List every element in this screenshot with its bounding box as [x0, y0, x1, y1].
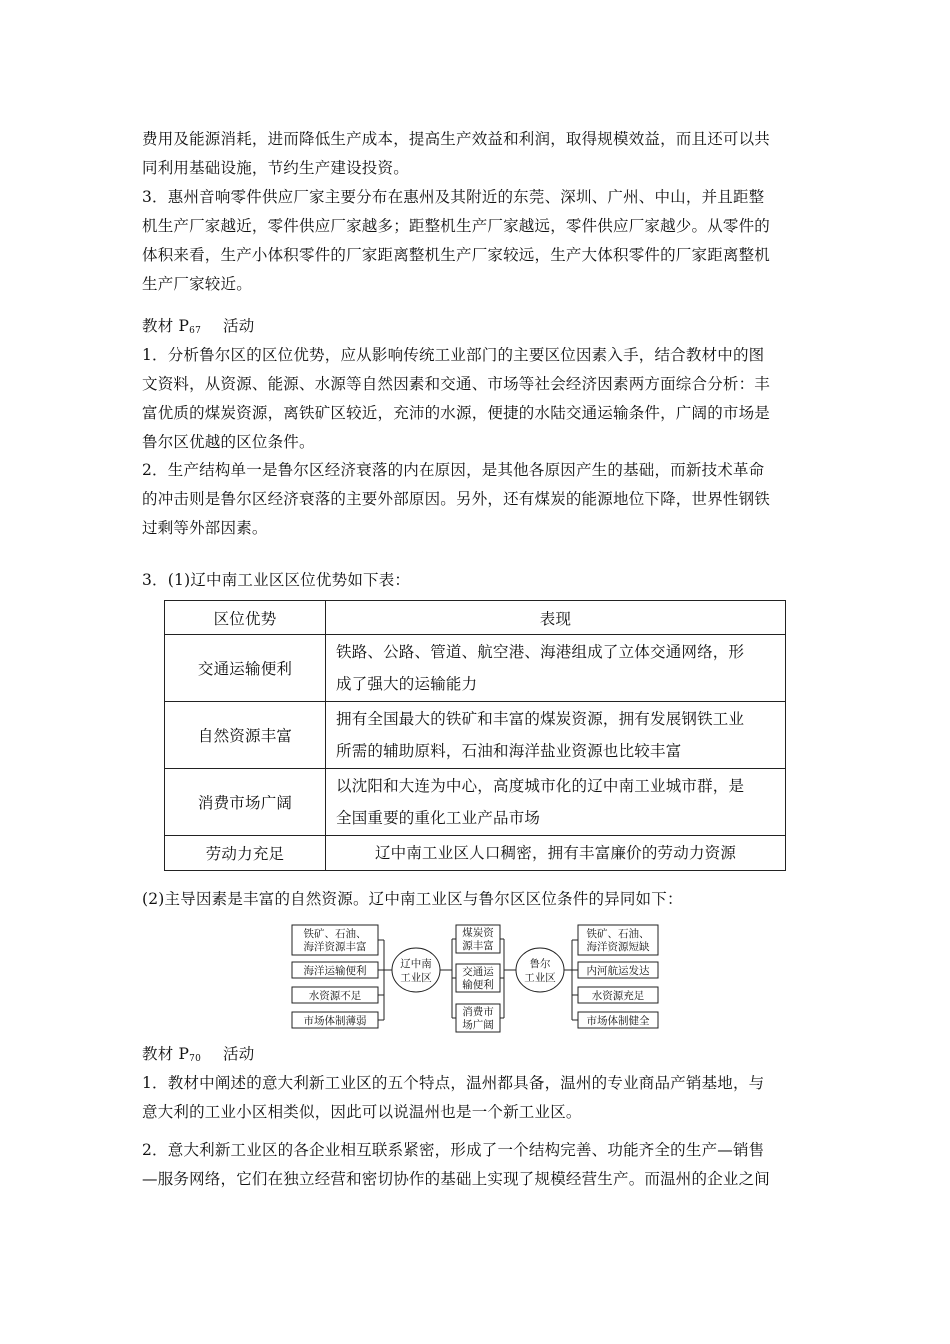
text-line: 3．(1)辽中南工业区区位优势如下表：: [142, 571, 411, 589]
page-number: 70: [189, 1054, 202, 1064]
page-number: 67: [189, 326, 202, 336]
ruhr-center-node: [516, 948, 564, 992]
shared-item-line: 交通运: [462, 966, 494, 978]
text-line: 1．分析鲁尔区的区位优势，应从影响传统工业部门的主要区位因素入手，结合教材中的图: [142, 346, 765, 364]
shared-item-box: [456, 964, 500, 992]
paragraph-italy-network: [142, 1136, 812, 1194]
left-item-line: 海洋运输便利: [303, 965, 367, 977]
cell-line: 铁路、公路、管道、航空港、海港组成了立体交通网络，形: [336, 643, 745, 661]
table-cell-manifestation: 辽中南工业区人口稠密，拥有丰富廉价的劳动力资源: [326, 836, 786, 871]
text-line: 的冲击则是鲁尔区经济衰落的主要外部原因。另外，还有煤炭的能源地位下降，世界性钢铁: [142, 490, 771, 508]
paragraph-ruhr-advantages: [142, 341, 812, 457]
table-row: [165, 702, 786, 769]
text-line: 鲁尔区优越的区位条件。: [142, 433, 315, 451]
left-item-line: 铁矿、石油、: [303, 928, 367, 940]
cell-line: 成了强大的运输能力: [336, 675, 478, 693]
left-item-box: [292, 962, 378, 978]
table-cell-factor: 自然资源丰富: [165, 702, 326, 769]
table-cell-factor: 消费市场广阔: [165, 769, 326, 836]
center-node-line: 辽中南: [400, 958, 432, 970]
table-header-row: [165, 601, 786, 635]
table-header-manifestation: 表现: [326, 601, 786, 635]
text-line: 3．惠州音响零件供应厂家主要分布在惠州及其附近的东莞、深圳、广州、中山，并且距整: [142, 188, 765, 206]
right-item-box: [578, 987, 658, 1003]
heading-prefix: 教材 P: [142, 317, 190, 335]
table-cell-manifestation: [326, 769, 786, 836]
table-cell-factor: 劳动力充足: [165, 836, 326, 871]
right-item-line: 铁矿、石油、: [586, 928, 650, 940]
heading-prefix: 教材 P: [142, 1045, 190, 1063]
right-item-line: 水资源充足: [591, 990, 645, 1002]
table-row: [165, 836, 786, 871]
center-node-line: 鲁尔: [529, 958, 551, 970]
left-item-line: 市场体制薄弱: [303, 1015, 367, 1027]
shared-item-line: 煤炭资: [462, 927, 494, 939]
center-node-line: 工业区: [400, 972, 432, 984]
right-item-line: 海洋资源短缺: [586, 941, 650, 953]
text-line: 生产厂家较近。: [142, 275, 252, 293]
text-line: 2．意大利新工业区的各企业相互联系紧密，形成了一个结构完善、功能齐全的生产—销售: [142, 1141, 765, 1159]
paragraph-ruhr-decline: [142, 456, 812, 543]
cell-line: 拥有全国最大的铁矿和丰富的煤炭资源，拥有发展钢铁工业: [336, 710, 745, 728]
text-line: 过剩等外部因素。: [142, 519, 268, 537]
right-item-line: 内河航运发达: [586, 965, 650, 977]
shared-item-line: 源丰富: [462, 940, 494, 952]
shared-item-box: [456, 925, 500, 953]
text-line: 机生产厂家越近，零件供应厂家越多；距整机生产厂家越远，零件供应厂家越少。从零件的: [142, 217, 771, 235]
left-item-line: 海洋资源丰富: [303, 941, 367, 953]
table-row: [165, 769, 786, 836]
heading-label: 活动: [223, 317, 255, 335]
shared-item-line: 消费市: [462, 1006, 494, 1018]
left-item-box: [292, 987, 378, 1003]
paragraph-huizhou-parts: [142, 183, 812, 299]
right-item-line: 市场体制健全: [586, 1015, 650, 1027]
table-cell-manifestation: [326, 635, 786, 702]
cell-line: 全国重要的重化工业产品市场: [336, 809, 541, 827]
cell-line: 以沈阳和大连为中心，高度城市化的辽中南工业城市群，是: [336, 777, 745, 795]
right-item-box: [578, 962, 658, 978]
shared-item-line: 场广阔: [462, 1019, 494, 1031]
text-line: 文资料，从资源、能源、水源等自然因素和交通、市场等社会经济因素两方面综合分析：丰: [142, 375, 771, 393]
text-line: 1．教材中阐述的意大利新工业区的五个特点，温州都具备，温州的专业商品产销基地，与: [142, 1074, 765, 1092]
comparison-diagram: [288, 922, 663, 1034]
paragraph-wenzhou-features: [142, 1069, 812, 1127]
heading-label: 活动: [223, 1045, 255, 1063]
shared-item-box: [456, 1004, 500, 1032]
liaozhongnan-center-node: [392, 948, 440, 992]
left-item-box: [292, 1012, 378, 1028]
left-item-box: [292, 925, 378, 955]
text-line: 2．生产结构单一是鲁尔区经济衰落的内在原因，是其他各原因产生的基础，而新技术革命: [142, 461, 765, 479]
cell-line: 所需的辅助原料，石油和海洋盐业资源也比较丰富: [336, 742, 682, 760]
table-cell-manifestation: [326, 702, 786, 769]
text-line: 富优质的煤炭资源，离铁矿区较近，充沛的水源，便捷的水陆交通运输条件，广阔的市场是: [142, 404, 771, 422]
text-line: 意大利的工业小区相类似，因此可以说温州也是一个新工业区。: [142, 1103, 582, 1121]
paragraph-scale-benefit: [142, 125, 812, 183]
text-line: (2)主导因素是丰富的自然资源。辽中南工业区与鲁尔区区位条件的异同如下：: [142, 890, 683, 908]
text-line: 费用及能源消耗，进而降低生产成本，提高生产效益和利润，取得规模效益，而且还可以共: [142, 130, 771, 148]
shared-item-line: 输便利: [462, 979, 494, 991]
text-line: 同利用基础设施，节约生产建设投资。: [142, 159, 409, 177]
liaozhongnan-advantages-table: [164, 600, 786, 871]
text-line: —服务网络，它们在独立经营和密切协作的基础上实现了规模经营生产。而温州的企业之间: [142, 1170, 771, 1188]
right-item-box: [578, 925, 658, 955]
table-row: [165, 635, 786, 702]
table-header-factor: 区位优势: [165, 601, 326, 635]
paragraph-diagram-intro: [142, 885, 812, 914]
center-node-line: 工业区: [524, 972, 556, 984]
right-item-box: [578, 1012, 658, 1028]
left-item-line: 水资源不足: [308, 990, 362, 1002]
text-line: 体积来看，生产小体积零件的厂家距离整机生产厂家较远，生产大体积零件的厂家距离整机: [142, 246, 771, 264]
table-cell-factor: 交通运输便利: [165, 635, 326, 702]
paragraph-table-intro: [142, 566, 812, 595]
